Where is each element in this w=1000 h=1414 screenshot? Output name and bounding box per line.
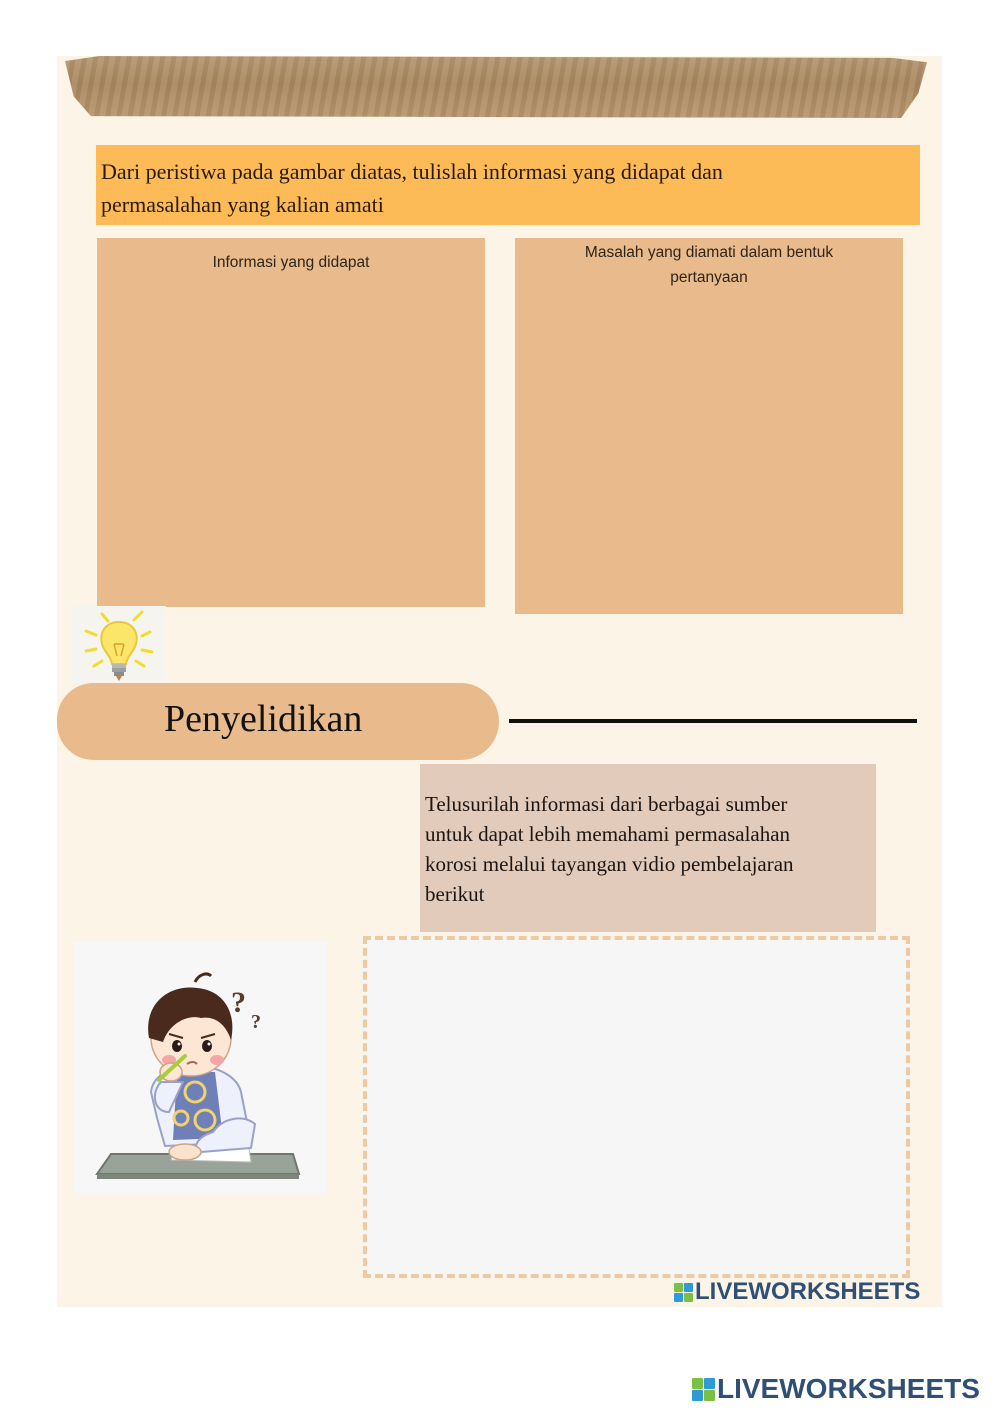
svg-text:?: ? — [231, 986, 246, 1019]
worksheet-page — [57, 56, 942, 1307]
section-header — [57, 683, 499, 760]
watermark-text: LIVEWORKSHEETS — [717, 1373, 980, 1404]
instruction-line: permasalahan yang kalian amati — [101, 192, 384, 217]
problem-answer-box[interactable] — [515, 238, 903, 614]
instruction-line: Dari peristiwa pada gambar diatas, tulislah informasi yang didapat dan — [101, 159, 723, 184]
svg-text:?: ? — [251, 1011, 261, 1033]
info-answer-box[interactable] — [97, 238, 485, 607]
instruction-banner — [96, 145, 920, 225]
liveworksheets-logo-icon — [692, 1378, 715, 1401]
instruction-line: korosi melalui tayangan vidio pembelajaran — [425, 852, 794, 876]
problem-box-label: Masalah yang diamati dalam bentuk — [584, 244, 834, 261]
watermark-footer — [692, 1373, 980, 1405]
instruction-line: untuk dapat lebih memahami permasalahan — [425, 822, 791, 846]
video-embed-area[interactable] — [363, 936, 910, 1278]
info-box-label: Informasi yang didapat — [212, 254, 370, 271]
investigation-instruction — [420, 764, 876, 932]
watermark-inner — [674, 1278, 920, 1306]
liveworksheets-logo-icon — [674, 1283, 693, 1302]
problem-box-label: pertanyaan — [670, 269, 748, 286]
instruction-line: Telusurilah informasi dari berbagai sumber — [425, 792, 788, 816]
watermark-text: LIVEWORKSHEETS — [695, 1278, 921, 1305]
lightbulb-icon — [72, 606, 166, 686]
instruction-line: berikut — [425, 882, 485, 906]
section-title: Penyelidikan — [164, 698, 363, 740]
thinking-boy-illustration — [73, 942, 327, 1193]
tape-strip — [65, 56, 927, 118]
section-rule — [509, 719, 917, 723]
